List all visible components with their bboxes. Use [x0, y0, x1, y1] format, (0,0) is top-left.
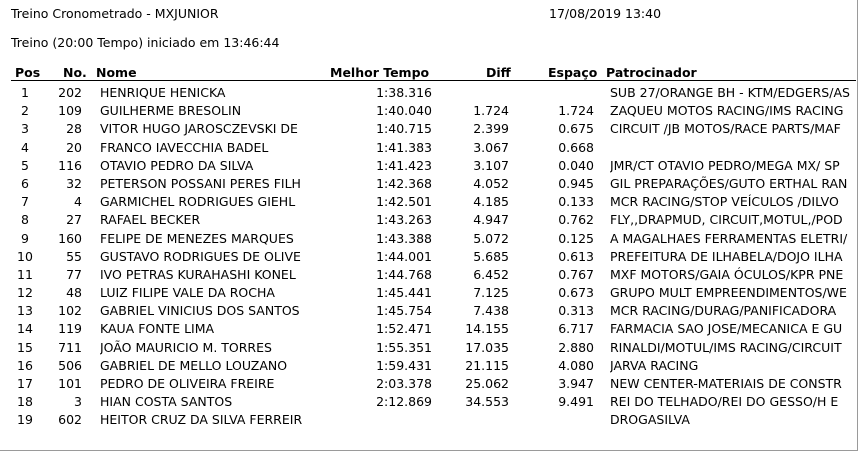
cell-best-time: 1:41.423 [376, 157, 432, 173]
cell-number: 160 [58, 230, 82, 246]
cell-name: GABRIEL VINICIUS DOS SANTOS [100, 303, 300, 319]
cell-sponsor: JMR/CT OTAVIO PEDRO/MEGA MX/ SP [610, 157, 840, 173]
cell-gap: 3.947 [558, 376, 594, 391]
cell-pos: 4 [21, 139, 29, 155]
table-row [0, 157, 859, 175]
cell-gap: 0.762 [558, 212, 594, 228]
cell-number: 711 [58, 339, 82, 355]
table-row [0, 193, 859, 211]
cell-best-time: 1:44.001 [376, 248, 432, 264]
cell-number: 109 [58, 103, 82, 119]
cell-name: RAFAEL BECKER [100, 212, 201, 228]
cell-diff: 3.067 [473, 139, 509, 155]
cell-pos: 13 [17, 303, 33, 319]
cell-name: FELIPE DE MENEZES MARQUES [100, 230, 294, 246]
cell-diff: 1.724 [473, 103, 509, 119]
cell-name: KAUA FONTE LIMA [100, 321, 215, 337]
cell-name: FRANCO IAVECCHIA BADEL [100, 139, 269, 155]
cell-number: 4 [74, 194, 82, 210]
cell-best-time: 1:55.351 [376, 339, 432, 355]
cell-number: 3 [74, 394, 82, 410]
cell-diff: 34.553 [465, 394, 509, 410]
cell-sponsor: REI DO TELHADO/REI DO GESSO/H E [610, 394, 839, 410]
cell-gap: 0.767 [558, 266, 594, 282]
cell-name: GUSTAVO RODRIGUES DE OLIVE [100, 248, 301, 264]
cell-number: 77 [66, 266, 82, 282]
cell-gap: 0.945 [558, 175, 594, 191]
cell-number: 27 [66, 212, 82, 228]
cell-number: 101 [58, 376, 82, 391]
table-row [0, 175, 859, 193]
table-row [0, 230, 859, 248]
cell-name: LUIZ FILIPE VALE DA ROCHA [100, 285, 275, 301]
cell-number: 506 [58, 357, 82, 373]
cell-pos: 2 [21, 103, 29, 119]
cell-best-time: 1:40.715 [376, 121, 432, 137]
header-pos: Pos [15, 65, 41, 80]
cell-number: 28 [66, 121, 82, 137]
cell-diff: 5.072 [473, 230, 509, 246]
table-row [0, 375, 859, 393]
cell-pos: 7 [21, 194, 29, 210]
cell-best-time: 2:03.378 [376, 376, 432, 391]
table-row [0, 393, 859, 411]
cell-name: HENRIQUE HENICKA [100, 85, 226, 100]
cell-number: 116 [58, 157, 82, 173]
header-sponsor: Patrocinador [606, 65, 697, 80]
cell-pos: 16 [17, 357, 33, 373]
cell-name: VITOR HUGO JAROSCZEVSKI DE [100, 121, 298, 137]
table-row [0, 302, 859, 320]
cell-sponsor: FARMACIA SAO JOSE/MECANICA E GU [610, 321, 843, 337]
cell-pos: 12 [17, 285, 33, 301]
cell-diff: 7.125 [473, 285, 509, 301]
cell-number: 119 [58, 321, 82, 337]
cell-sponsor: MCR RACING/DURAG/PANIFICADORA [610, 303, 837, 319]
cell-pos: 14 [17, 321, 33, 337]
cell-sponsor: A MAGALHAES FERRAMENTAS ELETRI/ [610, 230, 848, 246]
table-row [0, 211, 859, 229]
table-row [0, 139, 859, 157]
cell-gap: 0.313 [558, 303, 594, 319]
cell-diff: 4.185 [473, 194, 509, 210]
cell-gap: 4.080 [558, 357, 594, 373]
cell-name: GUILHERME BRESOLIN [100, 103, 242, 119]
table-row [0, 339, 859, 357]
cell-diff: 17.035 [465, 339, 509, 355]
cell-gap: 0.673 [558, 285, 594, 301]
table-row [0, 357, 859, 375]
header-diff: Diff [486, 65, 511, 80]
cell-gap: 1.724 [558, 103, 594, 119]
table-row [0, 102, 859, 120]
cell-best-time: 2:12.869 [376, 394, 432, 410]
cell-name: GARMICHEL RODRIGUES GIEHL [100, 194, 296, 210]
cell-sponsor: SUB 27/ORANGE BH - KTM/EDGERS/AS [610, 85, 850, 100]
cell-best-time: 1:42.501 [376, 194, 432, 210]
cell-sponsor: CIRCUIT /JB MOTOS/RACE PARTS/MAF [610, 121, 841, 137]
session-info: Treino (20:00 Tempo) iniciado em 13:46:44 [11, 35, 280, 50]
cell-sponsor: DROGASILVA [610, 412, 690, 428]
cell-sponsor: NEW CENTER-MATERIAIS DE CONSTR [610, 376, 842, 391]
cell-name: GABRIEL DE MELLO LOUZANO [100, 357, 288, 373]
cell-diff: 4.947 [473, 212, 509, 228]
cell-number: 102 [58, 303, 82, 319]
cell-best-time: 1:40.040 [376, 103, 432, 119]
cell-number: 48 [66, 285, 82, 301]
cell-pos: 19 [17, 412, 33, 428]
cell-diff: 3.107 [473, 157, 509, 173]
header-divider [11, 80, 856, 81]
cell-diff: 6.452 [473, 266, 509, 282]
cell-gap: 0.613 [558, 248, 594, 264]
cell-name: HIAN COSTA SANTOS [100, 394, 233, 410]
cell-number: 32 [66, 175, 82, 191]
table-row [0, 84, 859, 102]
cell-gap: 0.668 [558, 139, 594, 155]
cell-best-time: 1:44.768 [376, 266, 432, 282]
cell-sponsor: MCR RACING/STOP VEÍCULOS /DILVO [610, 194, 839, 210]
header-gap: Espaço [548, 65, 598, 80]
cell-number: 602 [58, 412, 82, 428]
table-row [0, 320, 859, 338]
cell-sponsor: GIL PREPARAÇÕES/GUTO ERTHAL RAN [610, 175, 848, 191]
table-row [0, 284, 859, 302]
cell-gap: 0.040 [558, 157, 594, 173]
cell-name: PETERSON POSSANI PERES FILH [100, 175, 301, 191]
cell-gap: 6.717 [558, 321, 594, 337]
cell-sponsor: MXF MOTORS/GAIA ÓCULOS/KPR PNE [610, 266, 844, 282]
header-no: No. [63, 65, 87, 80]
cell-pos: 10 [17, 248, 33, 264]
cell-pos: 1 [21, 85, 29, 100]
cell-diff: 21.115 [465, 357, 509, 373]
cell-sponsor: FLY,,DRAPMUD, CIRCUIT,MOTUL,/POD [610, 212, 843, 228]
cell-best-time: 1:45.441 [376, 285, 432, 301]
cell-diff: 2.399 [473, 121, 509, 137]
cell-pos: 18 [17, 394, 33, 410]
cell-gap: 0.125 [558, 230, 594, 246]
cell-best-time: 1:45.754 [376, 303, 432, 319]
cell-gap: 0.133 [558, 194, 594, 210]
cell-best-time: 1:43.388 [376, 230, 432, 246]
cell-gap: 0.675 [558, 121, 594, 137]
cell-best-time: 1:38.316 [376, 85, 432, 100]
cell-diff: 25.062 [465, 376, 509, 391]
cell-number: 55 [66, 248, 82, 264]
cell-best-time: 1:52.471 [376, 321, 432, 337]
cell-name: JOÃO MAURICIO M. TORRES [100, 339, 272, 355]
cell-sponsor: PREFEITURA DE ILHABELA/DOJO ILHA [610, 248, 843, 264]
cell-pos: 6 [21, 175, 29, 191]
cell-best-time: 1:41.383 [376, 139, 432, 155]
header-name: Nome [96, 65, 137, 80]
cell-best-time: 1:42.368 [376, 175, 432, 191]
cell-name: HEITOR CRUZ DA SILVA FERREIR [100, 412, 303, 428]
cell-name: IVO PETRAS KURAHASHI KONEL [100, 266, 296, 282]
cell-pos: 11 [17, 266, 33, 282]
cell-name: OTAVIO PEDRO DA SILVA [100, 157, 254, 173]
cell-diff: 14.155 [465, 321, 509, 337]
cell-number: 20 [66, 139, 82, 155]
cell-diff: 5.685 [473, 248, 509, 264]
table-row [0, 120, 859, 138]
results-table [0, 84, 859, 430]
table-row [0, 266, 859, 284]
header-best-time: Melhor Tempo [330, 65, 430, 80]
table-row [0, 248, 859, 266]
report-title: Treino Cronometrado - MXJUNIOR [11, 6, 219, 21]
report-datetime: 17/08/2019 13:40 [549, 6, 662, 21]
cell-diff: 7.438 [473, 303, 509, 319]
cell-sponsor: ZAQUEU MOTOS RACING/IMS RACING [610, 103, 844, 119]
table-row [0, 411, 859, 429]
cell-pos: 9 [21, 230, 29, 246]
cell-pos: 17 [17, 376, 33, 391]
cell-gap: 2.880 [558, 339, 594, 355]
cell-number: 202 [58, 85, 82, 100]
cell-name: PEDRO DE OLIVEIRA FREIRE [100, 376, 275, 391]
cell-diff: 4.052 [473, 175, 509, 191]
cell-sponsor: JARVA RACING [610, 357, 699, 373]
cell-pos: 5 [21, 157, 29, 173]
cell-best-time: 1:59.431 [376, 357, 432, 373]
cell-pos: 8 [21, 212, 29, 228]
cell-gap: 9.491 [558, 394, 594, 410]
cell-sponsor: GRUPO MULT EMPREENDIMENTOS/WE [610, 285, 847, 301]
cell-sponsor: RINALDI/MOTUL/IMS RACING/CIRCUIT [610, 339, 842, 355]
cell-best-time: 1:43.263 [376, 212, 432, 228]
cell-pos: 3 [21, 121, 29, 137]
cell-pos: 15 [17, 339, 33, 355]
